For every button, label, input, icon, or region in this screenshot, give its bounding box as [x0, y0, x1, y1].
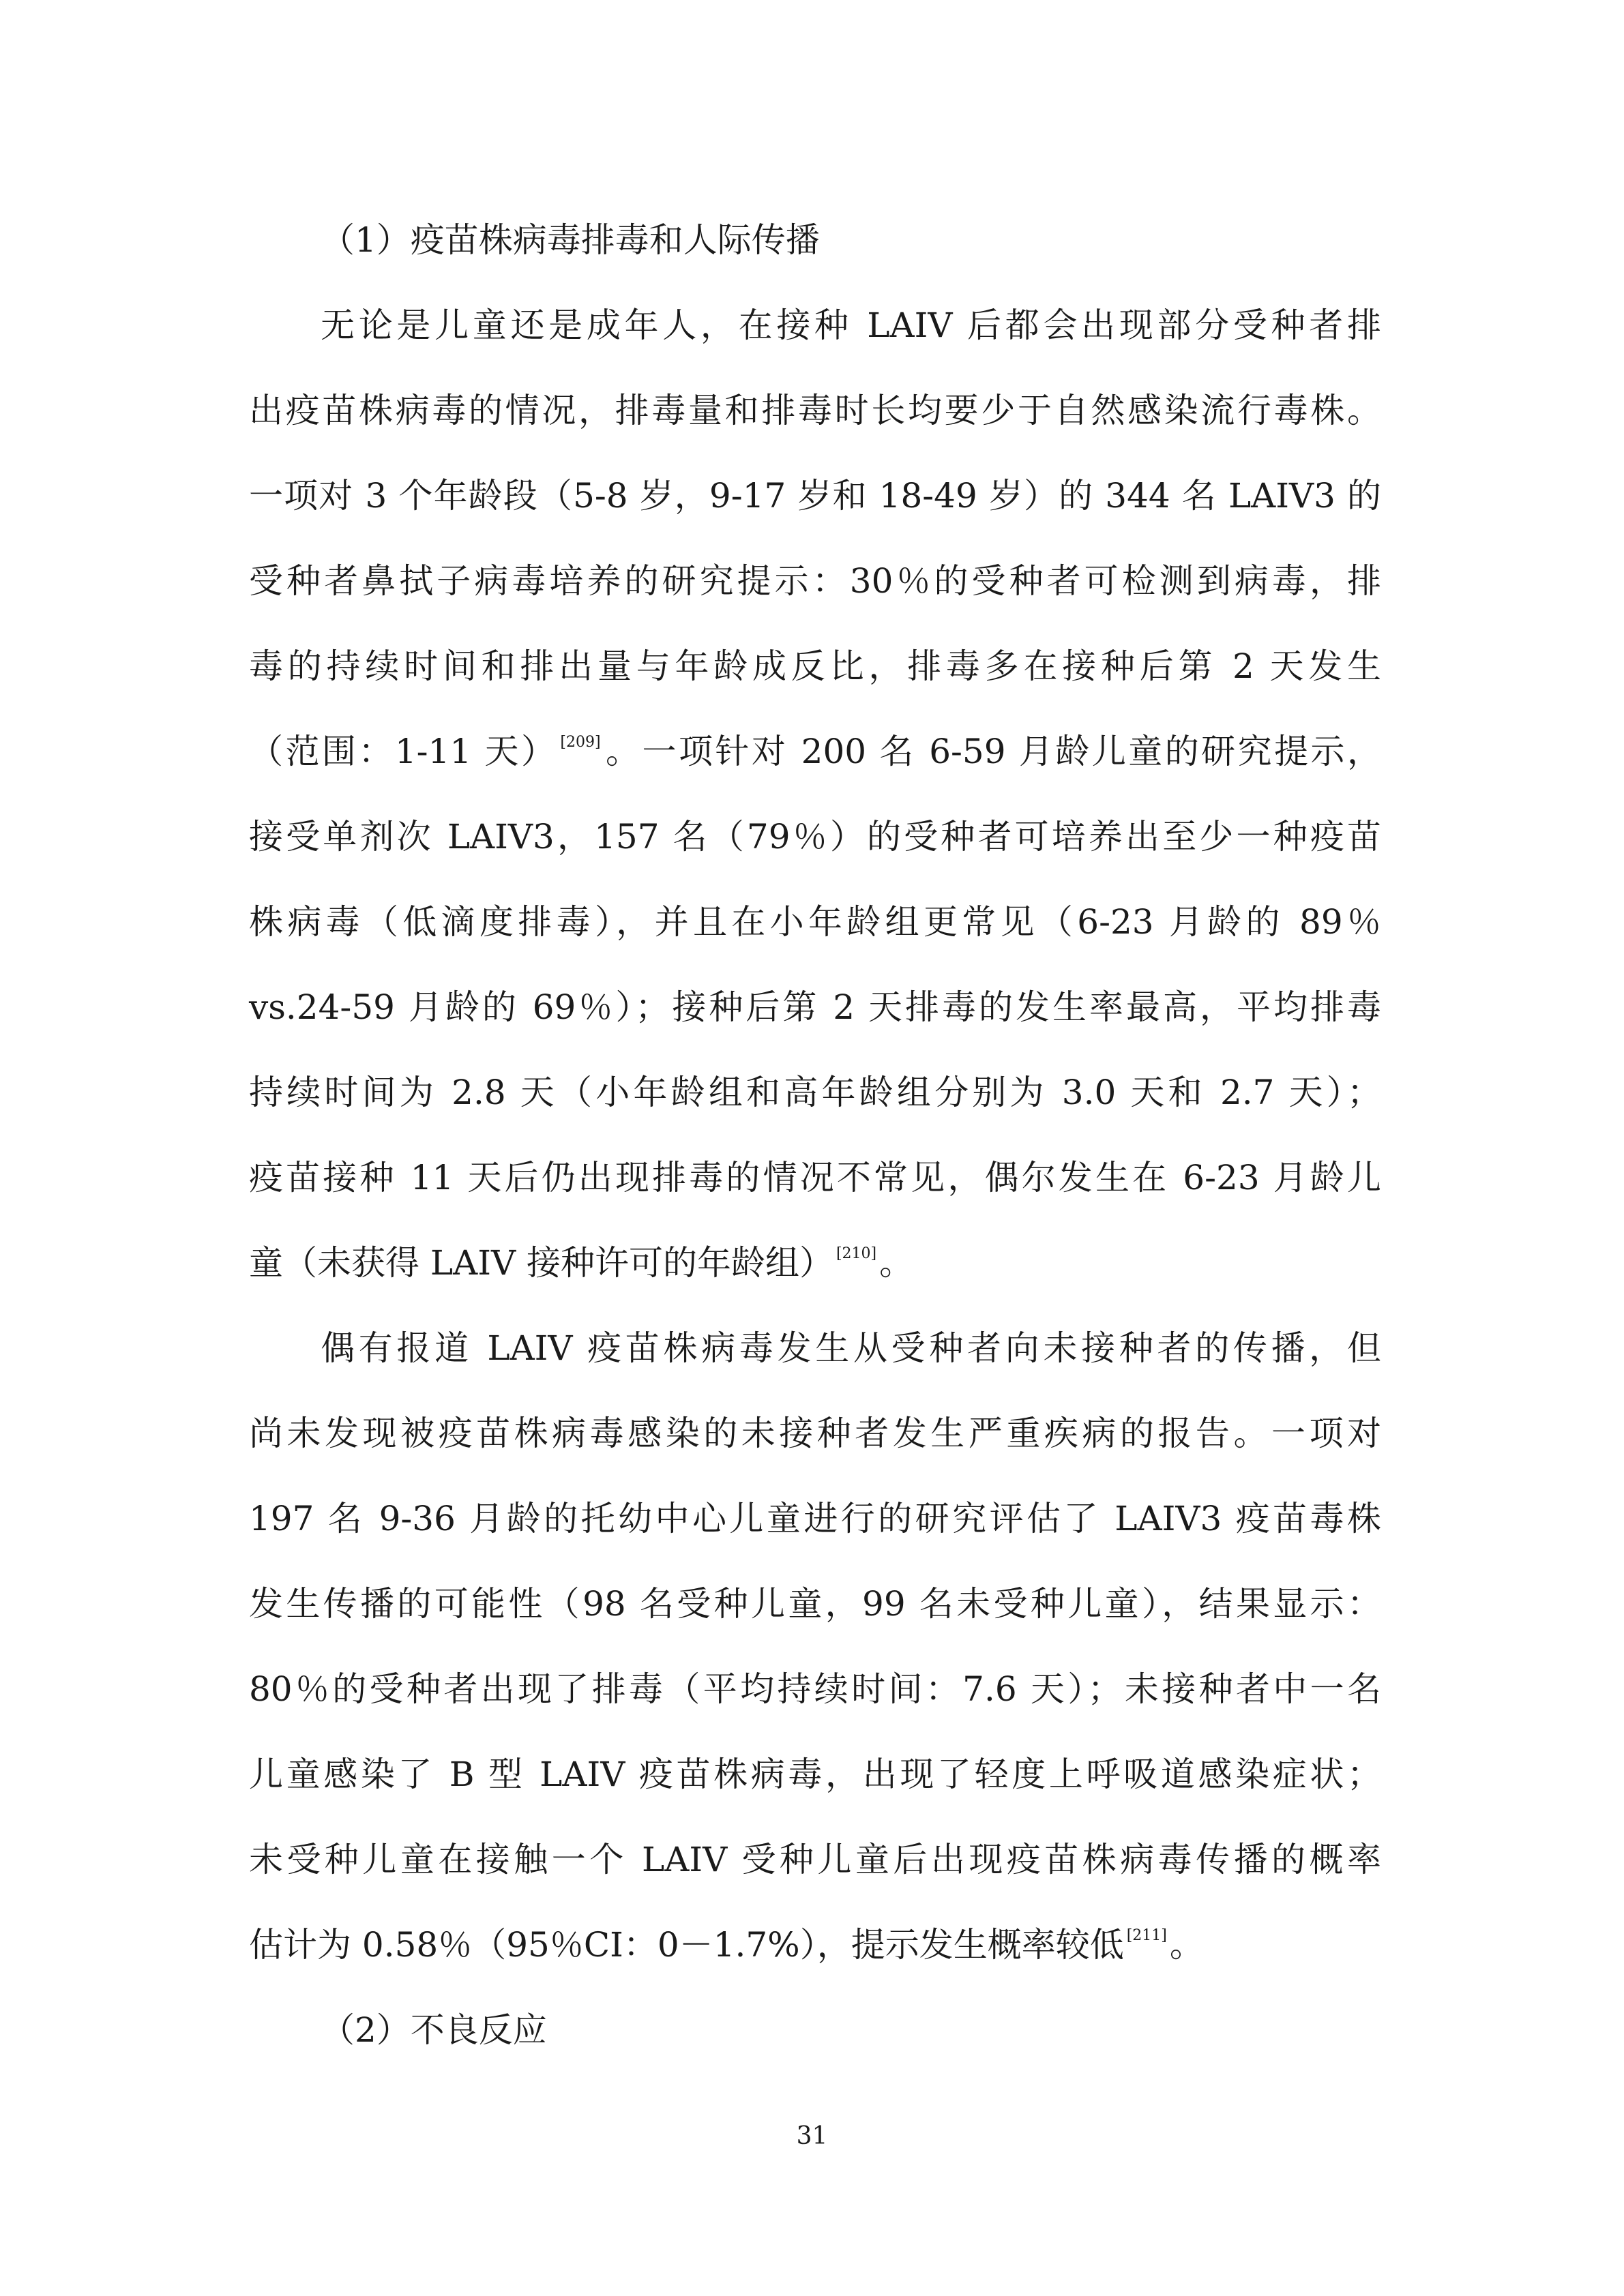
- section-heading-2: （2）不良反应: [321, 2010, 547, 2050]
- text-run: 童（未获得 LAIV 接种许可的年龄组）: [249, 1243, 833, 1283]
- page-number: 31: [796, 2122, 828, 2150]
- paragraph-1-line-4: 受种者鼻拭子病毒培养的研究提示：30％的受种者可检测到病毒，排: [249, 561, 1381, 601]
- paragraph-2-line-2: 尚未发现被疫苗株病毒感染的未接种者发生严重疾病的报告。一项对: [249, 1414, 1381, 1453]
- text-run: 。一项针对 200 名 6-59 月龄儿童的研究提示，: [603, 732, 1381, 771]
- paragraph-2-line-3: 197 名 9-36 月龄的托幼中心儿童进行的研究评估了 LAIV3 疫苗毒株: [249, 1499, 1381, 1538]
- paragraph-1-line-3: 一项对 3 个年龄段（5-8 岁，9-17 岁和 18-49 岁）的 344 名 LAIV3 的: [249, 476, 1381, 516]
- paragraph-2-line-4: 发生传播的可能性（98 名受种儿童，99 名未受种儿童），结果显示：: [249, 1584, 1381, 1624]
- paragraph-1-line-1: 无论是儿童还是成年人，在接种 LAIV 后都会出现部分受种者排: [321, 305, 1381, 345]
- section-heading-1: （1）疫苗株病毒排毒和人际传播: [321, 220, 820, 260]
- paragraph-1-line-11: 疫苗接种 11 天后仍出现排毒的情况不常见，偶尔发生在 6-23 月龄儿: [249, 1158, 1381, 1197]
- paragraph-2-line-7: 未受种儿童在接触一个 LAIV 受种儿童后出现疫苗株病毒传播的概率: [249, 1840, 1381, 1879]
- paragraph-2-line-6: 儿童感染了 B 型 LAIV 疫苗株病毒，出现了轻度上呼吸道感染症状；: [249, 1755, 1381, 1794]
- text-run: 估计为 0.58％（95％CI：0－1.7%），提示发生概率较低: [249, 1925, 1124, 1965]
- paragraph-2-line-8: [249, 1924, 1381, 1973]
- citation-ref-210: [210]: [836, 1245, 877, 1262]
- paragraph-1-line-2: 出疫苗株病毒的情况，排毒量和排毒时长均要少于自然感染流行毒株。: [249, 391, 1381, 430]
- paragraph-1-line-8: 株病毒（低滴度排毒），并且在小年龄组更常见（6-23 月龄的 89％: [249, 902, 1381, 942]
- paragraph-1-line-7: 接受单剂次 LAIV3，157 名（79％）的受种者可培养出至少一种疫苗: [249, 817, 1381, 856]
- paragraph-1-line-10: 持续时间为 2.8 天（小年龄组和高年龄组分别为 3.0 天和 2.7 天）；: [249, 1073, 1381, 1112]
- paragraph-1-line-5: 毒的持续时间和排出量与年龄成反比，排毒多在接种后第 2 天发生: [249, 646, 1381, 686]
- paragraph-1-line-12: [249, 1242, 1381, 1292]
- paragraph-1-line-9: vs.24-59 月龄的 69％）；接种后第 2 天排毒的发生率最高，平均排毒: [249, 987, 1381, 1027]
- text-run: 。: [1169, 1925, 1204, 1965]
- text-run: 。: [879, 1243, 914, 1283]
- citation-ref-211: [211]: [1126, 1927, 1167, 1944]
- paragraph-2-line-5: 80％的受种者出现了排毒（平均持续时间：7.6 天）；未接种者中一名: [249, 1669, 1381, 1709]
- paragraph-1-line-6: [249, 730, 1381, 780]
- citation-ref-209: [209]: [560, 734, 601, 751]
- text-run: （范围：1-11 天）: [249, 732, 558, 771]
- paragraph-2-line-1: 偶有报道 LAIV 疫苗株病毒发生从受种者向未接种者的传播，但: [321, 1328, 1381, 1368]
